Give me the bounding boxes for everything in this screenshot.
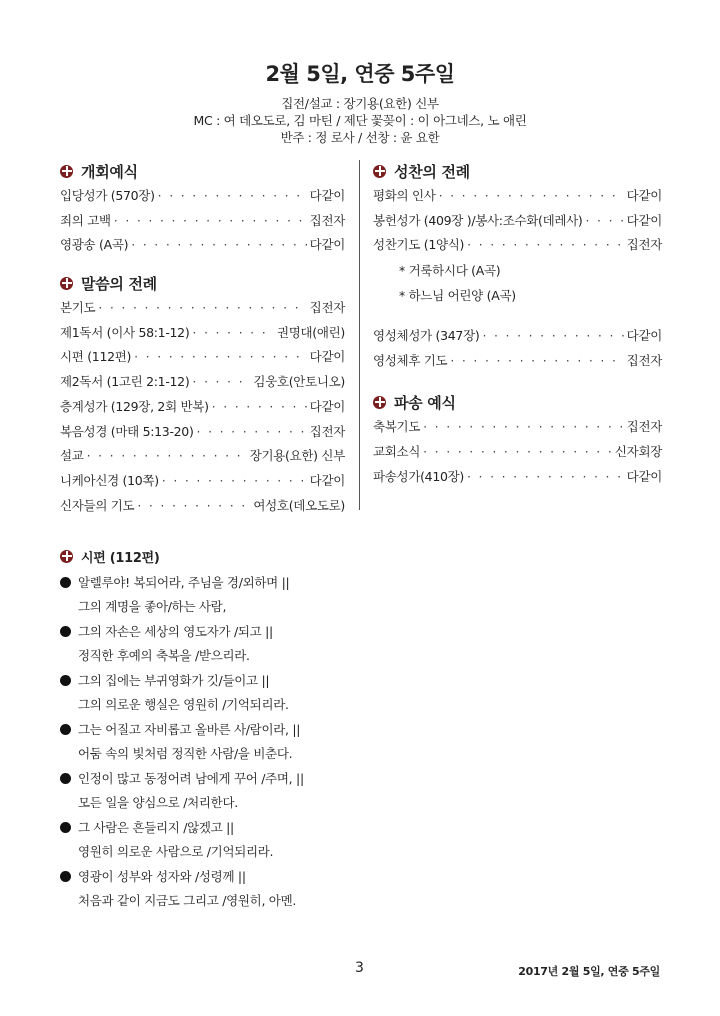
psalm-verse bbox=[60, 570, 660, 619]
order-item bbox=[373, 184, 662, 209]
sub-item: * 하느님 어린양 (A곡) bbox=[399, 288, 516, 304]
dot-leader bbox=[192, 370, 250, 395]
dot-leader bbox=[114, 209, 307, 234]
item-role: 신자회장 bbox=[614, 444, 662, 460]
dot-leader bbox=[87, 444, 247, 469]
cross-icon bbox=[60, 550, 73, 563]
item-role: 집전자 bbox=[626, 419, 662, 435]
item-label: 신자들의 기도 bbox=[60, 497, 135, 513]
item-role: 다같이 bbox=[626, 188, 662, 203]
order-item bbox=[60, 494, 345, 519]
item-label: 시편 (112편) bbox=[60, 349, 132, 365]
right-column bbox=[373, 158, 662, 490]
verse-response: 영원히 의로운 사람으로 /기억되리라. bbox=[78, 843, 274, 859]
order-item bbox=[60, 321, 345, 346]
page-number: 3 bbox=[355, 960, 364, 976]
section-title: 파송 예식 bbox=[394, 393, 456, 412]
item-label: 파송성가(410장) bbox=[373, 468, 464, 484]
item-label: 성찬기도 (1양식) bbox=[373, 237, 465, 253]
psalm-heading bbox=[60, 544, 660, 568]
credits-celebrant: 집전/설교 : 장기용(요한) 신부 bbox=[281, 96, 439, 111]
credits-mc: MC : 여 데오도로, 김 마틴 / 제단 꽃꽂이 : 이 아그네스, 노 애린 bbox=[193, 113, 527, 128]
order-item bbox=[60, 444, 345, 469]
item-role: 김웅호(안토니오) bbox=[253, 374, 345, 390]
dot-leader bbox=[450, 349, 623, 374]
verse-line: 그는 어질고 자비롭고 올바른 사/람이라, || bbox=[78, 722, 301, 738]
dot-leader bbox=[467, 233, 624, 258]
item-label: 봉헌성가 (409장 )/봉사:조수화(데레사) bbox=[373, 212, 583, 228]
item-role: 다같이 bbox=[626, 468, 662, 484]
item-role: 다같이 bbox=[309, 188, 345, 203]
bullet-icon bbox=[60, 822, 71, 833]
order-item bbox=[373, 440, 662, 465]
bullet-icon bbox=[60, 724, 71, 735]
verse-line: 영광이 성부와 성자와 /성령께 || bbox=[78, 869, 246, 885]
psalm-verse bbox=[60, 766, 660, 815]
item-role: 집전자 bbox=[309, 212, 345, 228]
item-label: 제1독서 (이사 58:1-12) bbox=[60, 324, 190, 340]
section-title: 말씀의 전례 bbox=[81, 274, 157, 293]
order-item bbox=[60, 420, 345, 445]
verse-line: 알렐루야! 복되어라, 주님을 경/외하며 || bbox=[78, 575, 290, 591]
section-dismissal-heading bbox=[373, 389, 662, 415]
item-label: 니케아신경 (10쪽) bbox=[60, 472, 159, 488]
psalm-verse bbox=[60, 717, 660, 766]
column-divider bbox=[359, 160, 360, 510]
verse-line: 그 사람은 흔들리지 /않겠고 || bbox=[78, 820, 234, 836]
item-label: 본기도 bbox=[60, 300, 96, 316]
dot-leader bbox=[423, 415, 624, 440]
verse-line: 인정이 많고 동정어려 남에게 꾸어 /주며, || bbox=[78, 771, 304, 787]
item-label: 입당성가 (570장) bbox=[60, 188, 155, 203]
dot-leader bbox=[439, 184, 624, 209]
section-word-heading bbox=[60, 270, 345, 296]
dot-leader bbox=[192, 321, 274, 346]
psalm-verse bbox=[60, 864, 660, 913]
dot-leader bbox=[134, 345, 307, 370]
verse-response: 그의 의로운 행실은 영원히 /기억되리라. bbox=[78, 696, 289, 712]
item-role: 장기용(요한) 신부 bbox=[249, 448, 345, 464]
order-item bbox=[373, 465, 662, 490]
item-role: 여성호(데오도로) bbox=[253, 497, 345, 513]
sub-item: * 거룩하시다 (A곡) bbox=[399, 263, 501, 279]
item-role: 다같이 bbox=[309, 237, 345, 253]
item-label: 교회소식 bbox=[373, 444, 421, 460]
bullet-icon bbox=[60, 577, 71, 588]
item-role: 권명대(애린) bbox=[276, 324, 345, 340]
bullet-icon bbox=[60, 626, 71, 637]
left-column bbox=[60, 158, 345, 518]
verse-line: 그의 집에는 부귀영화가 깃/들이고 || bbox=[78, 673, 270, 689]
dot-leader bbox=[467, 465, 624, 490]
item-label: 축복기도 bbox=[373, 419, 421, 435]
item-role: 집전자 bbox=[626, 352, 662, 368]
item-role: 다같이 bbox=[309, 349, 345, 365]
dot-leader bbox=[482, 324, 623, 349]
dot-leader bbox=[197, 420, 307, 445]
cross-icon bbox=[60, 277, 73, 290]
footer-date: 2017년 2월 5일, 연중 5주일 bbox=[518, 965, 660, 978]
item-label: 복음성경 (마태 5:13-20) bbox=[60, 423, 194, 439]
order-item bbox=[60, 345, 345, 370]
cross-icon bbox=[373, 165, 386, 178]
item-label: 영성체후 기도 bbox=[373, 352, 448, 368]
order-item bbox=[373, 415, 662, 440]
order-item bbox=[60, 209, 345, 234]
order-item bbox=[60, 469, 345, 494]
verse-response: 모든 일을 양심으로 /처리한다. bbox=[78, 794, 238, 810]
bullet-icon bbox=[60, 871, 71, 882]
order-item bbox=[373, 349, 662, 374]
psalm-verse bbox=[60, 668, 660, 717]
order-item bbox=[60, 395, 345, 420]
item-role: 다같이 bbox=[626, 328, 662, 344]
order-item bbox=[60, 370, 345, 395]
item-label: 층계성가 (129장, 2회 반복) bbox=[60, 398, 209, 414]
item-role: 다같이 bbox=[626, 212, 662, 228]
section-title: 개회예식 bbox=[81, 162, 138, 181]
psalm-section bbox=[60, 544, 660, 913]
verse-response: 정직한 후예의 축복을 /받으리라. bbox=[78, 647, 250, 663]
verse-line: 그의 자손은 세상의 영도자가 /되고 || bbox=[78, 624, 273, 640]
item-label: 설교 bbox=[60, 448, 84, 464]
item-label: 평화의 인사 bbox=[373, 188, 436, 203]
credits-music: 반주 : 정 로사 / 선창 : 윤 요한 bbox=[280, 130, 440, 145]
dot-leader bbox=[423, 440, 612, 465]
section-title: 시편 (112편) bbox=[81, 550, 160, 566]
cross-icon bbox=[60, 165, 73, 178]
page-title: 2월 5일, 연중 5주일 bbox=[265, 62, 455, 86]
dot-leader bbox=[98, 296, 306, 321]
dot-leader bbox=[137, 494, 250, 519]
item-role: 다같이 bbox=[309, 472, 345, 488]
order-item bbox=[373, 209, 662, 234]
dot-leader bbox=[586, 209, 624, 234]
item-label: 영성체성가 (347장) bbox=[373, 328, 480, 344]
psalm-verse bbox=[60, 815, 660, 864]
dot-leader bbox=[212, 395, 307, 420]
order-item bbox=[373, 324, 662, 349]
order-item bbox=[60, 184, 345, 209]
verse-response: 그의 계명을 좋아/하는 사람, bbox=[78, 598, 227, 614]
section-opening-heading bbox=[60, 158, 345, 184]
bullet-icon bbox=[60, 675, 71, 686]
order-item bbox=[373, 233, 662, 258]
order-item bbox=[60, 233, 345, 258]
item-role: 집전자 bbox=[309, 423, 345, 439]
item-label: 영광송 (A곡) bbox=[60, 237, 129, 253]
verse-response: 어둠 속의 빛처럼 정직한 사람/을 비춘다. bbox=[78, 745, 293, 761]
section-title: 성찬의 전례 bbox=[394, 162, 470, 181]
section-eucharist-heading bbox=[373, 158, 662, 184]
credits bbox=[0, 95, 720, 146]
item-label: 죄의 고백 bbox=[60, 212, 111, 228]
psalm-verse bbox=[60, 619, 660, 668]
item-role: 집전자 bbox=[309, 300, 345, 316]
dot-leader bbox=[162, 469, 307, 494]
dot-leader bbox=[131, 233, 306, 258]
item-role: 집전자 bbox=[626, 237, 662, 253]
dot-leader bbox=[158, 184, 307, 209]
item-label: 제2독서 (1고린 2:1-12) bbox=[60, 374, 190, 390]
order-item bbox=[60, 296, 345, 321]
item-role: 다같이 bbox=[309, 398, 345, 414]
verse-response: 처음과 같이 지금도 그리고 /영원히, 아멘. bbox=[78, 892, 297, 908]
bullet-icon bbox=[60, 773, 71, 784]
cross-icon bbox=[373, 396, 386, 409]
